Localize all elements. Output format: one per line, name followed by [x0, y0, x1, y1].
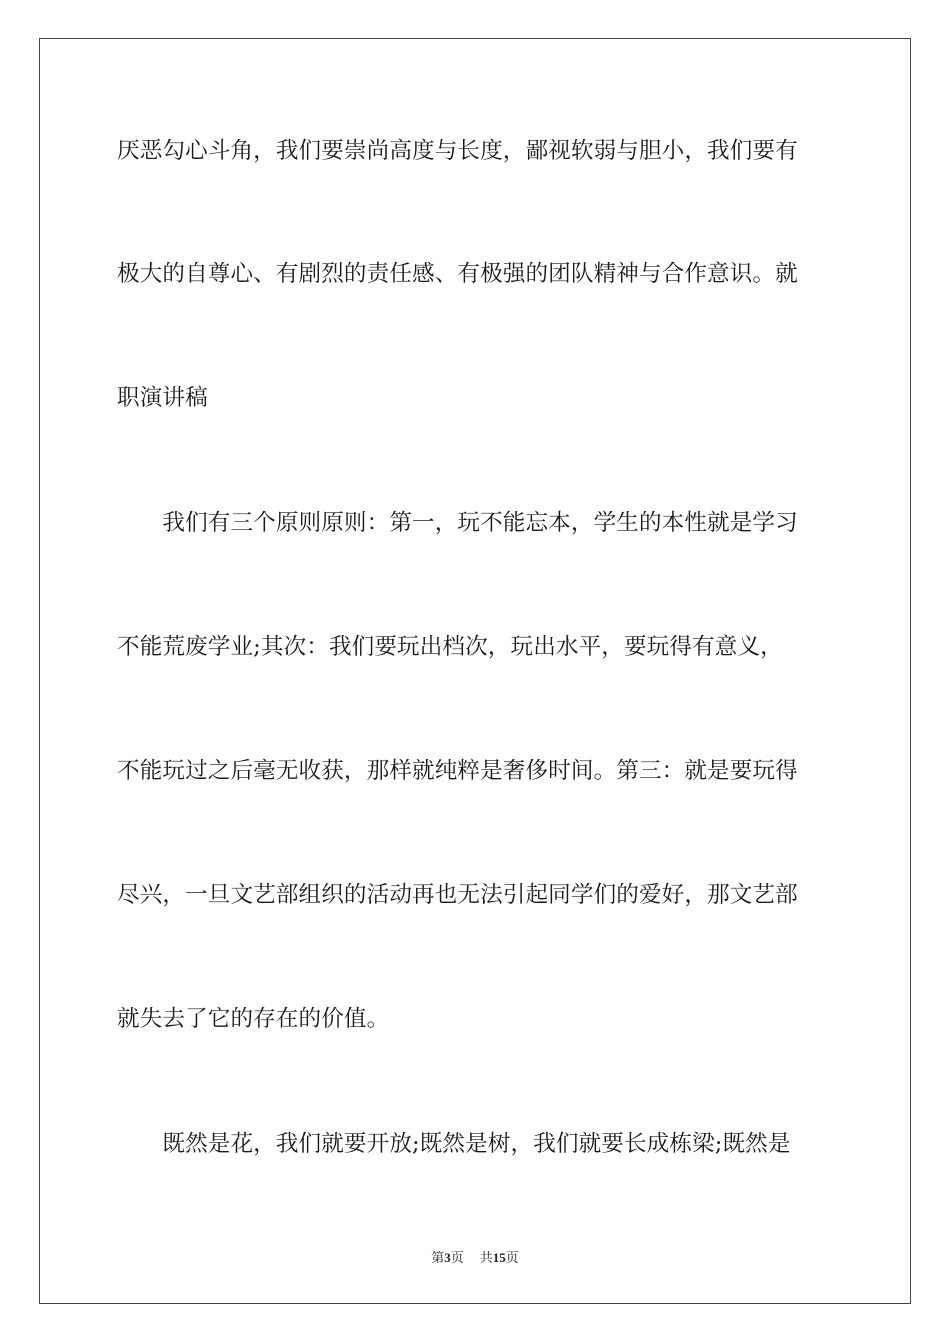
text-line-2: 极大的自尊心、有剧烈的责任感、有极强的团队精神与合作意识。就 [117, 261, 798, 287]
total-prefix: 共 [479, 1250, 493, 1265]
text-line-4: 我们有三个原则原则：第一，玩不能忘本，学生的本性就是学习 [117, 510, 798, 536]
text-line-6: 不能玩过之后毫无收获，那样就纯粹是奢侈时间。第三：就是要玩得 [117, 758, 798, 784]
page-suffix: 页 [450, 1250, 464, 1265]
text-line-3: 职演讲稿 [117, 385, 208, 411]
page-footer [0, 1250, 950, 1266]
page-number: 3 [444, 1250, 451, 1265]
page-border [39, 38, 911, 1304]
text-line-8: 就失去了它的存在的价值。 [117, 1006, 390, 1032]
total-suffix: 页 [505, 1250, 519, 1265]
text-line-7: 尽兴，一旦文艺部组织的活动再也无法引起同学们的爱好，那文艺部 [117, 882, 798, 908]
text-line-9: 既然是花，我们就要开放;既然是树，我们就要长成栋梁;既然是 [117, 1131, 791, 1157]
total-pages: 15 [492, 1250, 506, 1265]
text-line-1: 厌恶勾心斗角，我们要崇尚高度与长度，鄙视软弱与胆小，我们要有 [117, 138, 798, 164]
page-prefix: 第 [431, 1250, 445, 1265]
text-line-5: 不能荒废学业;其次：我们要玩出档次，玩出水平，要玩得有意义， [117, 634, 783, 660]
